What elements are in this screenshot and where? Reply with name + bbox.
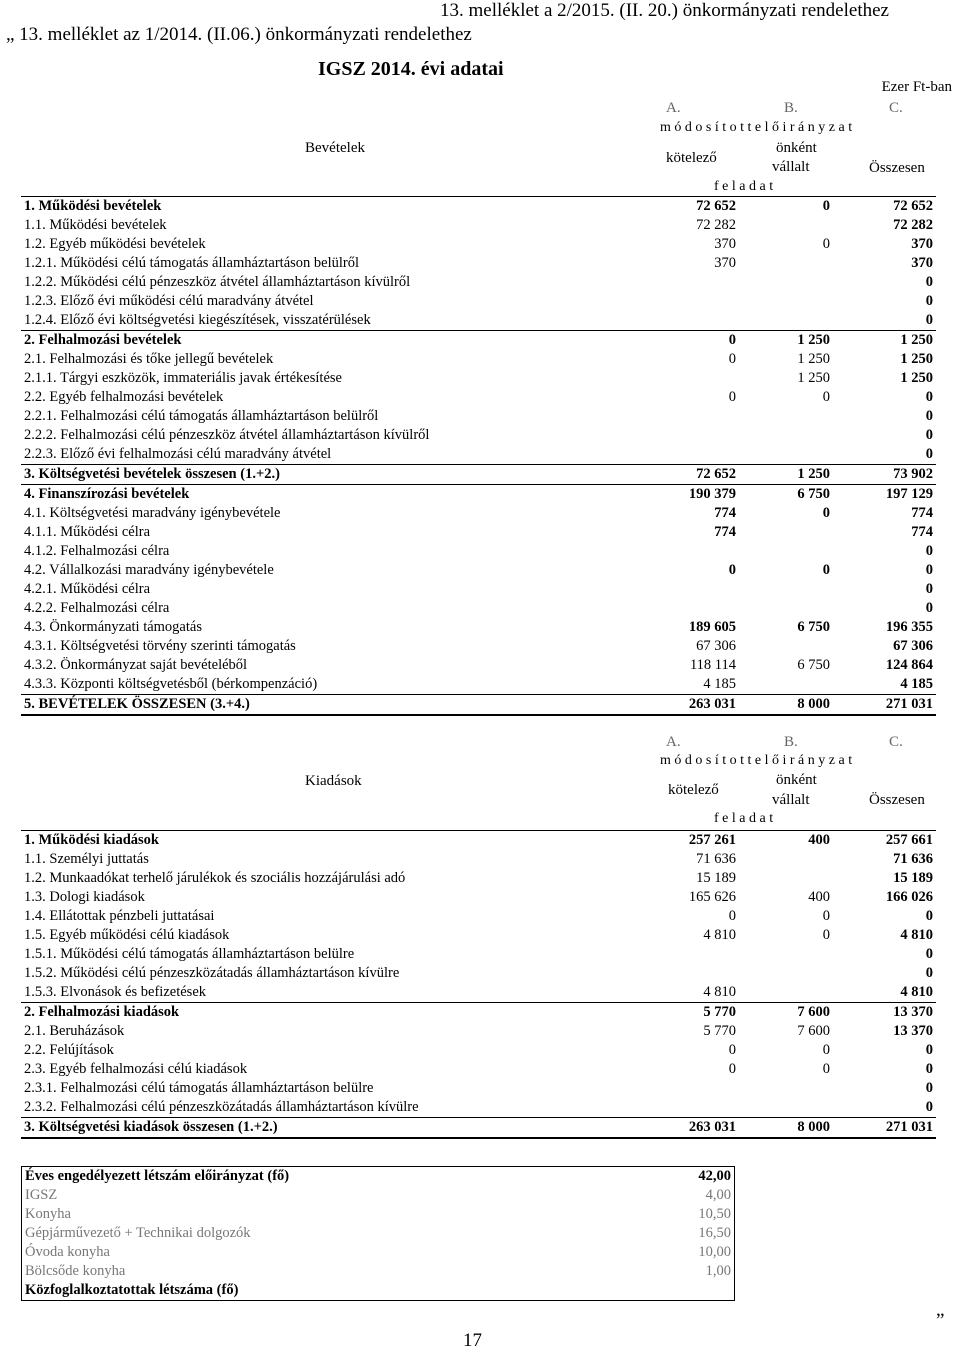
mandatory-value: 4 185	[703, 676, 736, 692]
annex-reference: 13. melléklet a 2/2015. (II. 20.) önkormányzati rendelethez	[440, 0, 889, 21]
staff-row	[22, 1262, 735, 1281]
voluntary-label-2: vállalt	[772, 159, 810, 175]
voluntary-value: 7 600	[739, 1003, 833, 1023]
mandatory-value	[653, 273, 739, 292]
task-label: f e l a d a t	[714, 811, 774, 826]
row-label: 3. Költségvetési kiadások összesen (1.+2.)	[21, 1118, 653, 1139]
table-row	[21, 388, 936, 407]
mandatory-value	[653, 580, 739, 599]
row-label: 4. Finanszírozási bevételek	[21, 485, 653, 505]
voluntary-value: 6 750	[797, 657, 830, 673]
total-value: 0	[925, 446, 933, 462]
table-row	[21, 983, 936, 1003]
table-row	[21, 465, 936, 485]
row-label: 1.4. Ellátottak pénzbeli juttatásai	[24, 908, 215, 924]
voluntary-value: 8 000	[739, 695, 833, 716]
table-row	[21, 637, 936, 656]
voluntary-value	[739, 1079, 833, 1098]
row-label: 1.2.1. Működési célú támogatás államháztartáson belülről	[24, 255, 360, 271]
table-row	[21, 350, 936, 369]
table-row	[21, 695, 936, 716]
mandatory-value: 0	[728, 1061, 736, 1077]
mandatory-value: 774	[714, 505, 736, 521]
table-row	[21, 407, 936, 426]
table-row	[21, 618, 936, 637]
table-row	[21, 831, 936, 851]
row-label: 4.2.2. Felhalmozási célra	[24, 600, 170, 616]
expense-section-title: Kiadások	[305, 773, 362, 789]
table-row	[21, 869, 936, 888]
total-value: 0	[925, 543, 933, 559]
mandatory-value: 4 810	[703, 927, 736, 943]
mandatory-value	[653, 964, 739, 983]
modified-appropriation-label: m ó d o s í t o t t e l ő i r á n y z a t	[660, 753, 853, 768]
row-label: 4.3.2. Önkormányzat saját bevételéből	[24, 657, 248, 673]
table-row	[21, 1060, 936, 1079]
row-label: 2.3. Egyéb felhalmozási célú kiadások	[24, 1061, 248, 1077]
voluntary-value: 1 250	[797, 351, 830, 367]
mandatory-value: 118 114	[689, 657, 736, 673]
table-row	[21, 1041, 936, 1060]
table-row	[21, 197, 936, 217]
mandatory-value	[653, 542, 739, 561]
voluntary-value	[739, 637, 833, 656]
total-value: 13 370	[893, 1023, 933, 1039]
voluntary-value	[739, 945, 833, 964]
staff-row	[22, 1224, 735, 1243]
voluntary-value	[739, 445, 833, 465]
voluntary-label-1: önként	[776, 140, 817, 156]
row-label: 2. Felhalmozási kiadások	[21, 1003, 653, 1023]
voluntary-value	[739, 311, 833, 331]
table-row	[21, 331, 936, 351]
mandatory-value: 4 810	[703, 984, 736, 1000]
row-label: 2.3.1. Felhalmozási célú támogatás államháztartáson belülre	[24, 1080, 374, 1096]
mandatory-value: 263 031	[653, 695, 739, 716]
total-value: 4 810	[900, 927, 933, 943]
row-label: 1.5. Egyéb működési célú kiadások	[24, 927, 230, 943]
voluntary-value: 400	[739, 831, 833, 851]
total-value: 15 189	[893, 870, 933, 886]
voluntary-value	[739, 580, 833, 599]
voluntary-value	[739, 964, 833, 983]
col-c-label: C.	[889, 100, 903, 116]
total-value: 72 652	[833, 197, 936, 217]
row-label: 2.2.1. Felhalmozási célú támogatás államháztartáson belülről	[24, 408, 379, 424]
row-label: 5. BEVÉTELEK ÖSSZESEN (3.+4.)	[21, 695, 653, 716]
mandatory-value	[653, 369, 739, 388]
table-row	[21, 888, 936, 907]
row-label: 4.3.3. Központi költségvetésből (bérkompenzáció)	[24, 676, 318, 692]
table-row	[21, 926, 936, 945]
total-label: Összesen	[869, 792, 925, 808]
mandatory-value: 263 031	[653, 1118, 739, 1139]
col-c-label: C.	[889, 734, 903, 750]
voluntary-value: 1 250	[739, 331, 833, 351]
col-a-label: A.	[666, 734, 681, 750]
voluntary-value: 7 600	[797, 1023, 830, 1039]
staff-label: Óvoda konyha	[25, 1244, 110, 1260]
row-label: 1.5.3. Elvonások és befizetések	[24, 984, 207, 1000]
staff-value: 1,00	[705, 1263, 731, 1279]
mandatory-value: 190 379	[653, 485, 739, 505]
staff-label: Gépjárművezető + Technikai dolgozók	[25, 1225, 251, 1241]
staff-table	[21, 1166, 735, 1301]
voluntary-value	[739, 216, 833, 235]
col-b-label: B.	[784, 100, 798, 116]
voluntary-value: 0	[822, 908, 830, 924]
total-value: 271 031	[833, 1118, 936, 1139]
total-value: 1 250	[833, 331, 936, 351]
total-value: 0	[925, 427, 933, 443]
total-value: 0	[925, 600, 933, 616]
mandatory-label: kötelező	[666, 150, 717, 166]
row-label: 2.1. Felhalmozási és tőke jellegű bevételek	[24, 351, 274, 367]
row-label: 4.1.2. Felhalmozási célra	[24, 543, 170, 559]
row-label: 1.2. Munkaadókat terhelő járulékok és szociális hozzájárulási adó	[24, 870, 406, 886]
row-label: 4.3.1. Költségvetési törvény szerinti támogatás	[24, 638, 296, 654]
mandatory-value: 5 770	[653, 1003, 739, 1023]
table-row	[21, 216, 936, 235]
row-label: 2.1.1. Tárgyi eszközök, immateriális javak értékesítése	[24, 370, 342, 386]
voluntary-value: 0	[822, 927, 830, 943]
total-value: 0	[925, 908, 933, 924]
row-label: 1.2. Egyéb működési bevételek	[24, 236, 206, 252]
total-value: 0	[925, 293, 933, 309]
staff-row	[22, 1205, 735, 1224]
row-label: 2. Felhalmozási bevételek	[21, 331, 653, 351]
row-label: 3. Költségvetési bevételek összesen (1.+2.)	[21, 465, 653, 485]
row-label: 2.3.2. Felhalmozási célú pénzeszközátadás államháztartáson kívülre	[24, 1099, 419, 1115]
voluntary-value: 6 750	[797, 619, 830, 635]
voluntary-value: 400	[808, 889, 830, 905]
mandatory-value	[653, 445, 739, 465]
table-row	[21, 964, 936, 983]
staff-value: 10,00	[698, 1244, 731, 1260]
voluntary-value: 0	[822, 562, 830, 578]
total-label: Összesen	[869, 160, 925, 176]
table-row	[21, 504, 936, 523]
total-value: 0	[925, 1061, 933, 1077]
row-label: 4.2. Vállalkozási maradvány igénybevétele	[24, 562, 274, 578]
voluntary-value	[739, 407, 833, 426]
row-label: 2.2. Felújítások	[24, 1042, 114, 1058]
page-title: IGSZ 2014. évi adatai	[318, 58, 504, 80]
voluntary-value: 1 250	[797, 370, 830, 386]
mandatory-value: 0	[728, 351, 736, 367]
mandatory-value: 774	[714, 524, 736, 540]
total-value: 257 661	[833, 831, 936, 851]
table-row	[21, 485, 936, 505]
voluntary-value: 8 000	[739, 1118, 833, 1139]
row-label: 1.1. Személyi juttatás	[24, 851, 149, 867]
col-a-label: A.	[666, 100, 681, 116]
expense-table	[21, 830, 936, 1139]
unit-label: Ezer Ft-ban	[881, 79, 952, 95]
total-value: 0	[925, 965, 933, 981]
staff-label: Közfoglalkoztatottak létszáma (fő)	[25, 1282, 239, 1298]
mandatory-value	[653, 599, 739, 618]
table-row	[21, 1118, 936, 1139]
staff-value: 10,50	[698, 1206, 731, 1222]
staff-label: Bölcsőde konyha	[25, 1263, 126, 1279]
table-row	[21, 675, 936, 695]
mandatory-value	[653, 945, 739, 964]
total-value: 0	[925, 1099, 933, 1115]
total-value: 1 250	[900, 370, 933, 386]
staff-value: 4,00	[705, 1187, 731, 1203]
row-label: 1.2.3. Előző évi működési célú maradvány átvétel	[24, 293, 314, 309]
staff-label: Konyha	[25, 1206, 71, 1222]
total-value: 71 636	[893, 851, 933, 867]
total-value: 73 902	[833, 465, 936, 485]
annex-original-reference: „ 13. melléklet az 1/2014. (II.06.) önkormányzati rendelethez	[6, 24, 472, 45]
table-row	[21, 1079, 936, 1098]
mandatory-value: 0	[653, 331, 739, 351]
mandatory-value: 370	[714, 255, 736, 271]
mandatory-value: 72 652	[653, 197, 739, 217]
table-row	[21, 945, 936, 964]
staff-row	[22, 1281, 735, 1301]
modified-appropriation-label: m ó d o s í t o t t e l ő i r á n y z a t	[660, 120, 853, 135]
voluntary-value	[739, 869, 833, 888]
table-row	[21, 1003, 936, 1023]
voluntary-label-2: vállalt	[772, 792, 810, 808]
table-row	[21, 311, 936, 331]
row-label: 2.2. Egyéb felhalmozási bevételek	[24, 389, 224, 405]
mandatory-value	[653, 1098, 739, 1118]
table-row	[21, 599, 936, 618]
voluntary-label-1: önként	[776, 772, 817, 788]
mandatory-value	[653, 311, 739, 331]
staff-row	[22, 1186, 735, 1205]
total-value: 271 031	[833, 695, 936, 716]
staff-value: 16,50	[698, 1225, 731, 1241]
voluntary-value	[739, 426, 833, 445]
table-row	[21, 254, 936, 273]
total-value: 0	[925, 389, 933, 405]
row-label: 2.2.2. Felhalmozási célú pénzeszköz átvétel államháztartáson kívülről	[24, 427, 430, 443]
total-value: 197 129	[833, 485, 936, 505]
voluntary-value: 6 750	[739, 485, 833, 505]
total-value: 0	[925, 1042, 933, 1058]
mandatory-value: 72 282	[696, 217, 736, 233]
mandatory-value: 257 261	[653, 831, 739, 851]
total-value: 166 026	[885, 889, 933, 905]
table-row	[21, 542, 936, 561]
total-value: 0	[925, 581, 933, 597]
table-row	[21, 561, 936, 580]
total-value: 4 185	[900, 676, 933, 692]
total-value: 0	[925, 274, 933, 290]
row-label: 2.2.3. Előző évi felhalmozási célú maradvány átvétel	[24, 446, 332, 462]
col-b-label: B.	[784, 734, 798, 750]
total-value: 370	[911, 255, 933, 271]
row-label: 1. Működési bevételek	[21, 197, 653, 217]
table-row	[21, 1022, 936, 1041]
row-label: 1.5.2. Működési célú pénzeszközátadás államháztartáson kívülre	[24, 965, 400, 981]
total-value: 0	[925, 408, 933, 424]
total-value: 0	[925, 312, 933, 328]
table-row	[21, 907, 936, 926]
voluntary-value: 0	[822, 1061, 830, 1077]
total-value: 13 370	[833, 1003, 936, 1023]
total-value: 1 250	[900, 351, 933, 367]
mandatory-value	[653, 426, 739, 445]
mandatory-value: 165 626	[688, 889, 736, 905]
table-row	[21, 369, 936, 388]
table-row	[21, 1098, 936, 1118]
table-row	[21, 523, 936, 542]
table-row	[21, 445, 936, 465]
total-value: 0	[925, 562, 933, 578]
voluntary-value	[739, 850, 833, 869]
total-value: 0	[925, 946, 933, 962]
total-value: 124 864	[885, 657, 933, 673]
voluntary-value	[739, 675, 833, 695]
table-row	[21, 273, 936, 292]
income-section-title: Bevételek	[305, 140, 365, 156]
total-value: 774	[911, 505, 933, 521]
table-row	[21, 850, 936, 869]
voluntary-value	[739, 254, 833, 273]
staff-value: 42,00	[698, 1168, 731, 1184]
voluntary-value: 0	[822, 505, 830, 521]
mandatory-value: 67 306	[696, 638, 736, 654]
total-value: 370	[911, 236, 933, 252]
voluntary-value: 0	[822, 1042, 830, 1058]
voluntary-value: 1 250	[739, 465, 833, 485]
row-label: 1.1. Működési bevételek	[24, 217, 167, 233]
row-label: 1.2.2. Működési célú pénzeszköz átvétel államháztartáson kívülről	[24, 274, 411, 290]
table-row	[21, 426, 936, 445]
total-value: 196 355	[885, 619, 933, 635]
mandatory-value: 71 636	[696, 851, 736, 867]
table-row	[21, 235, 936, 254]
mandatory-label: kötelező	[668, 782, 719, 798]
income-table	[21, 196, 936, 716]
total-value: 4 810	[900, 984, 933, 1000]
table-row	[21, 656, 936, 675]
staff-row	[22, 1167, 735, 1187]
mandatory-value	[653, 1079, 739, 1098]
row-label: 2.1. Beruházások	[24, 1023, 125, 1039]
mandatory-value: 72 652	[653, 465, 739, 485]
voluntary-value	[739, 983, 833, 1003]
voluntary-value	[739, 273, 833, 292]
mandatory-value: 0	[728, 1042, 736, 1058]
row-label: 4.2.1. Működési célra	[24, 581, 151, 597]
voluntary-value: 0	[822, 236, 830, 252]
staff-label: IGSZ	[25, 1187, 58, 1203]
mandatory-value: 0	[728, 562, 736, 578]
row-label: 1.5.1. Működési célú támogatás államháztartáson belülre	[24, 946, 355, 962]
total-value: 0	[925, 1080, 933, 1096]
voluntary-value	[739, 523, 833, 542]
row-label: 4.3. Önkormányzati támogatás	[24, 619, 202, 635]
staff-row	[22, 1243, 735, 1262]
voluntary-value: 0	[822, 389, 830, 405]
mandatory-value: 189 605	[688, 619, 736, 635]
voluntary-value: 0	[739, 197, 833, 217]
voluntary-value	[739, 292, 833, 311]
row-label: 1. Működési kiadások	[21, 831, 653, 851]
total-value: 72 282	[893, 217, 933, 233]
voluntary-value	[739, 1098, 833, 1118]
row-label: 1.2.4. Előző évi költségvetési kiegészítések, visszatérülések	[24, 312, 371, 328]
row-label: 4.1.1. Működési célra	[24, 524, 151, 540]
mandatory-value	[653, 407, 739, 426]
mandatory-value: 0	[728, 908, 736, 924]
table-row	[21, 580, 936, 599]
staff-value	[628, 1281, 735, 1301]
voluntary-value	[739, 599, 833, 618]
page-number: 17	[463, 1330, 482, 1351]
voluntary-value	[739, 542, 833, 561]
task-label: f e l a d a t	[714, 179, 774, 194]
mandatory-value: 15 189	[696, 870, 736, 886]
row-label: 4.1. Költségvetési maradvány igénybevétele	[24, 505, 281, 521]
table-row	[21, 292, 936, 311]
mandatory-value: 0	[728, 389, 736, 405]
row-label: 1.3. Dologi kiadások	[24, 889, 145, 905]
mandatory-value: 370	[714, 236, 736, 252]
mandatory-value: 5 770	[703, 1023, 736, 1039]
total-value: 774	[911, 524, 933, 540]
mandatory-value	[653, 292, 739, 311]
total-value: 67 306	[893, 638, 933, 654]
closing-quote: ”	[936, 1310, 945, 1331]
staff-label: Éves engedélyezett létszám előirányzat (fő)	[25, 1168, 290, 1184]
